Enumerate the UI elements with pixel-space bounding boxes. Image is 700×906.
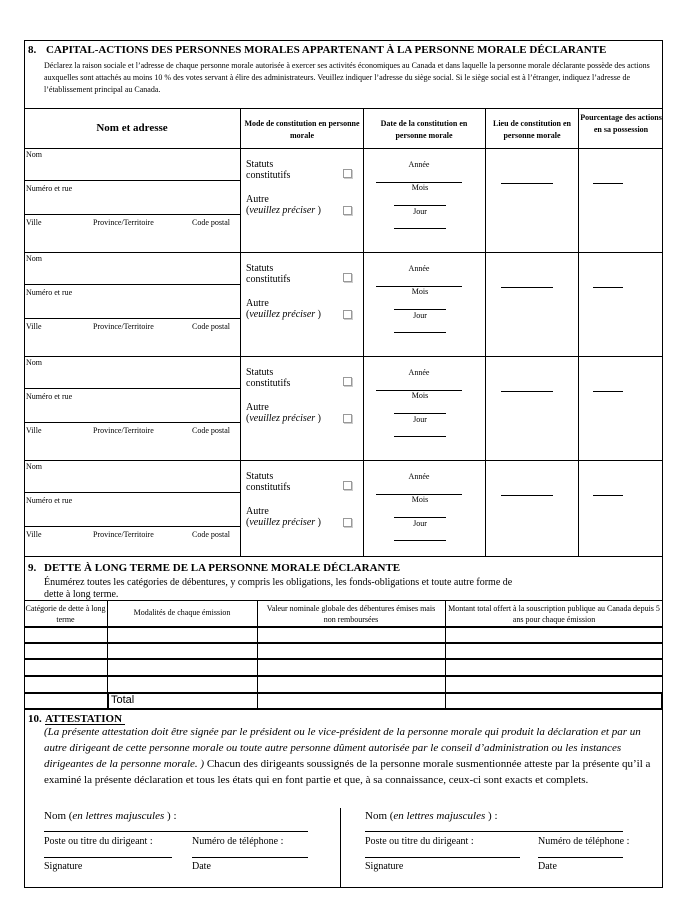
code-postal-label: Code postal [192,426,230,435]
code-postal-label: Code postal [192,530,230,539]
pourcentage-field[interactable] [593,183,623,184]
lieu-field[interactable] [501,391,553,392]
section8-intro: Déclarez la raison sociale et l’adresse de chaque personne morale autorisée à exercer ses activités économiques au Canada et dans laquelle la personne morale déclarante possède des actions auxquelles sont attachés au moins 10 % des votes servant à élire des administrateurs. Veuillez indiquer l’adresse du siège social. Si le siège social est à l’étranger, indiquez l’adresse de l’établissement principal au Canada. [44,61,650,94]
mois-field[interactable] [394,413,446,414]
mois-label: Mois [411,287,429,296]
ville-label: Ville [26,218,42,227]
lieu-field[interactable] [501,183,553,184]
autre-checkbox[interactable] [343,206,352,215]
section10-number: 10. [28,713,42,725]
section9-number: 9. [28,562,37,574]
province-label: Province/Territoire [93,530,154,539]
jour-field[interactable] [394,332,446,333]
autre-checkbox[interactable] [343,518,352,527]
lieu-field[interactable] [501,495,553,496]
left-poste-label: Poste ou titre du dirigeant : [44,836,153,847]
right-poste-field[interactable] [365,857,520,858]
mois-label: Mois [411,495,429,504]
section9-intro: Énumérez toutes les catégories de débentures, y compris les obligations, les fonds-obligations et toute autre forme de dette à long terme. [44,577,513,600]
jour-field[interactable] [394,436,446,437]
right-nom-field[interactable] [365,831,623,832]
right-signature-label: Signature [365,861,404,872]
autre-checkbox[interactable] [343,414,352,423]
jour-field[interactable] [394,228,446,229]
province-label: Province/Territoire [93,322,154,331]
statuts-label: Statuts constitutifs [246,263,291,285]
header-debt-offered: Montant total offert à la souscription publique au Canada depuis 5 ans pour chaque émission [448,604,660,624]
header-name-address: Nom et adresse [96,122,168,134]
annee-label: Année [408,472,430,481]
ville-label: Ville [26,530,42,539]
header-mode: Mode de constitution en personne morale [244,119,360,140]
statuts-checkbox[interactable] [343,169,352,178]
right-poste-label: Poste ou titre du dirigeant : [365,836,474,847]
total-label: Total [111,694,135,706]
header-debt-nominal: Valeur nominale globale des débentures émises mais non remboursées [266,604,436,624]
jour-field[interactable] [394,540,446,541]
mois-field[interactable] [394,205,446,206]
statuts-label: Statuts constitutifs [246,159,291,181]
left-poste-field[interactable] [44,857,172,858]
preciser-label: (veuillez préciser ) [246,413,321,424]
section8-title: CAPITAL-ACTIONS DES PERSONNES MORALES APPARTENANT À LA PERSONNE MORALE DÉCLARANTE [46,44,607,56]
right-telephone-field[interactable] [538,857,623,858]
mois-field[interactable] [394,309,446,310]
numero-rue-label: Numéro et rue [26,184,73,193]
pourcentage-field[interactable] [593,287,623,288]
pourcentage-field[interactable] [593,495,623,496]
statuts-label: Statuts constitutifs [246,471,291,493]
left-date-label: Date [192,861,211,872]
autre-label: Autre [246,506,269,517]
mois-field[interactable] [394,517,446,518]
nom-label: Nom [26,358,42,367]
autre-label: Autre [246,194,269,205]
section8-number: 8. [28,44,37,56]
statuts-checkbox[interactable] [343,377,352,386]
section9-title: DETTE À LONG TERME DE LA PERSONNE MORALE DÉCLARANTE [44,562,401,574]
numero-rue-label: Numéro et rue [26,288,73,297]
attestation-italic: (La présente attestation doit être signée par le président ou le vice-président de la personne morale qui produit la déclaration et par un autre dirigeant de cette personne morale ou toute autre personne dûment autorisée par le conseil d’administration ou les instances dirigeantes de la personne morale. ) [44,726,641,770]
preciser-label: (veuillez préciser ) [246,309,321,320]
ville-label: Ville [26,322,42,331]
annee-label: Année [408,368,430,377]
header-debt-category: Catégorie de dette à long terme [25,604,106,624]
nom-label: Nom [26,462,42,471]
header-date: Date de la constitution en personne morale [380,119,468,140]
province-label: Province/Territoire [93,218,154,227]
numero-rue-label: Numéro et rue [26,392,73,401]
left-nom-field[interactable] [44,831,308,832]
code-postal-label: Code postal [192,218,230,227]
annee-label: Année [408,264,430,273]
left-telephone-label: Numéro de téléphone : [192,836,284,847]
right-nom-label: Nom (en lettres majuscules ) : [365,810,498,822]
nom-label: Nom [26,150,42,159]
preciser-label: (veuillez préciser ) [246,205,321,216]
mois-label: Mois [411,183,429,192]
statuts-label: Statuts constitutifs [246,367,291,389]
jour-label: Jour [413,311,427,320]
right-date-label: Date [538,861,557,872]
autre-label: Autre [246,402,269,413]
ville-label: Ville [26,426,42,435]
code-postal-label: Code postal [192,322,230,331]
statuts-checkbox[interactable] [343,273,352,282]
pourcentage-field[interactable] [593,391,623,392]
attestation-plain: Chacun des dirigeants soussignés de la personne morale susmentionnée atteste par la présente qu’il a examiné la présente déclaration et tous les états qui en font partie et que, à sa connaissance, ceux-ci sont exacts et complets. [44,758,651,786]
autre-label: Autre [246,298,269,309]
annee-label: Année [408,160,430,169]
header-place: Lieu de constitution en personne morale [492,119,571,140]
province-label: Province/Territoire [93,426,154,435]
preciser-label: (veuillez préciser ) [246,517,321,528]
header-percent: Pourcentage des actions en sa possession [580,113,662,134]
left-nom-label: Nom (en lettres majuscules ) : [44,810,177,822]
numero-rue-label: Numéro et rue [26,496,73,505]
lieu-field[interactable] [501,287,553,288]
jour-label: Jour [413,519,427,528]
jour-label: Jour [413,207,427,216]
left-signature-label: Signature [44,861,83,872]
total-row [107,692,663,710]
autre-checkbox[interactable] [343,310,352,319]
section10-title: ATTESTATION [45,713,123,725]
attestation-text [44,724,656,788]
mois-label: Mois [411,391,429,400]
jour-label: Jour [413,415,427,424]
statuts-checkbox[interactable] [343,481,352,490]
header-debt-terms: Modalités de chaque émission [133,608,231,617]
right-telephone-label: Numéro de téléphone : [538,836,630,847]
left-telephone-field[interactable] [192,857,308,858]
nom-label: Nom [26,254,42,263]
